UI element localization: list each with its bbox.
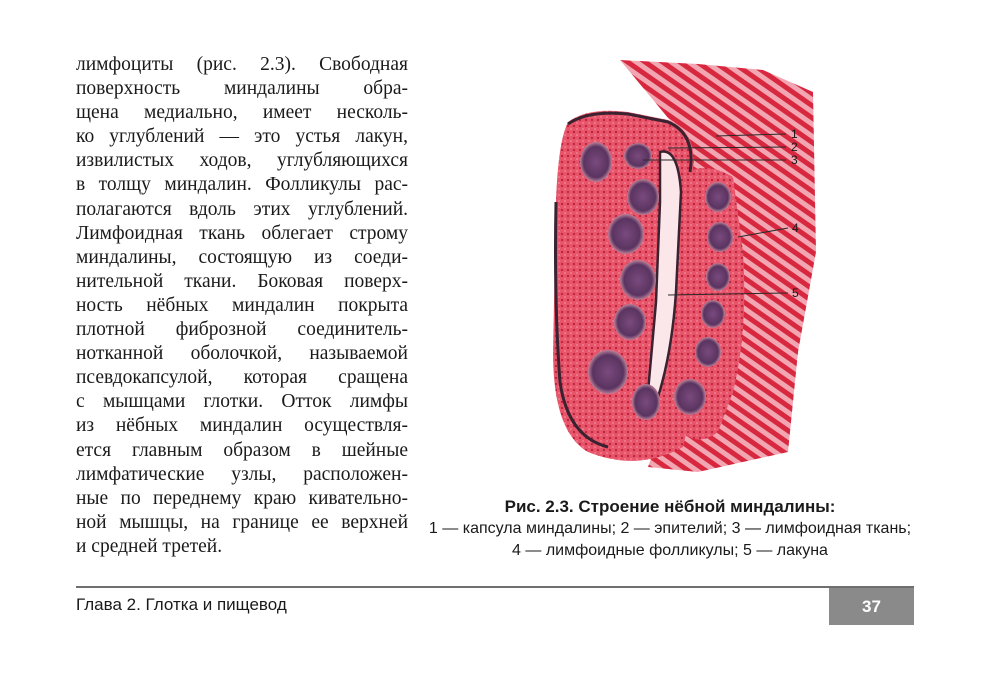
figure-label-4: 4 [792,221,799,235]
caption-legend-line-1: 1 — капсула миндалины; 2 — эпителий; 3 — лимфоидная ткань; [428,520,912,537]
body-text-line: с мышцами глотки. Отток лимфы [76,391,408,413]
body-text-line: Лимфоидная ткань облегает строму [76,222,408,244]
body-text-line: нительной ткани. Боковая поверх- [76,270,408,292]
page-number-box [829,588,914,625]
page-number: 37 [862,597,881,616]
body-text-line: щена медиально, имеет несколь- [76,102,408,124]
body-text-line: плотной фиброзной соединитель- [76,319,408,341]
figure-label-1: 1 [791,127,798,141]
figure-caption [420,496,920,562]
body-text-line: псевдокапсулой, которая сращена [76,367,408,389]
footer-rule [76,586,914,588]
body-text-line: из нёбных миндалин осуществля- [76,415,408,437]
caption-legend-line-2: 4 — лимфоидные фолликулы; 5 — лакуна [512,542,828,559]
figure-label-5: 5 [792,286,799,300]
body-text-line: ко углублений — это устья лакун, [76,126,408,148]
body-text-line: нотканной оболочкой, называемой [76,343,408,365]
body-text-line: ные по переднему краю кивательно- [76,487,408,509]
body-text-line: лимфатические узлы, расположен- [76,463,408,485]
body-text [76,53,408,559]
running-footer-chapter: Глава 2. Глотка и пищевод [76,595,287,614]
caption-title: Рис. 2.3. Строение нёбной миндалины: [504,497,836,516]
body-text-line: полагаются вдоль этих углублений. [76,198,408,220]
body-text-line: лимфоциты (рис. 2.3). Свободная [76,54,408,75]
tonsil-drawing [548,52,828,474]
body-text-line: ной мышцы, на границе ее верхней [76,511,408,533]
body-text-line: миндалины, состоящую из соеди- [76,246,408,268]
figure-label-2: 2 [791,140,798,154]
body-text-line: ность нёбных миндалин покрыта [76,294,408,316]
body-text-line: ется главным образом в шейные [76,439,408,461]
body-text-line: в толщу миндалин. Фолликулы рас- [76,174,408,196]
body-text-line: извилистых ходов, углубляющихся [76,150,408,172]
figure-label-3: 3 [791,153,798,167]
body-text-line: поверхность миндалины обра- [76,78,408,100]
body-text-line: и средней третей. [76,535,223,557]
tonsil-illustration [548,52,828,474]
